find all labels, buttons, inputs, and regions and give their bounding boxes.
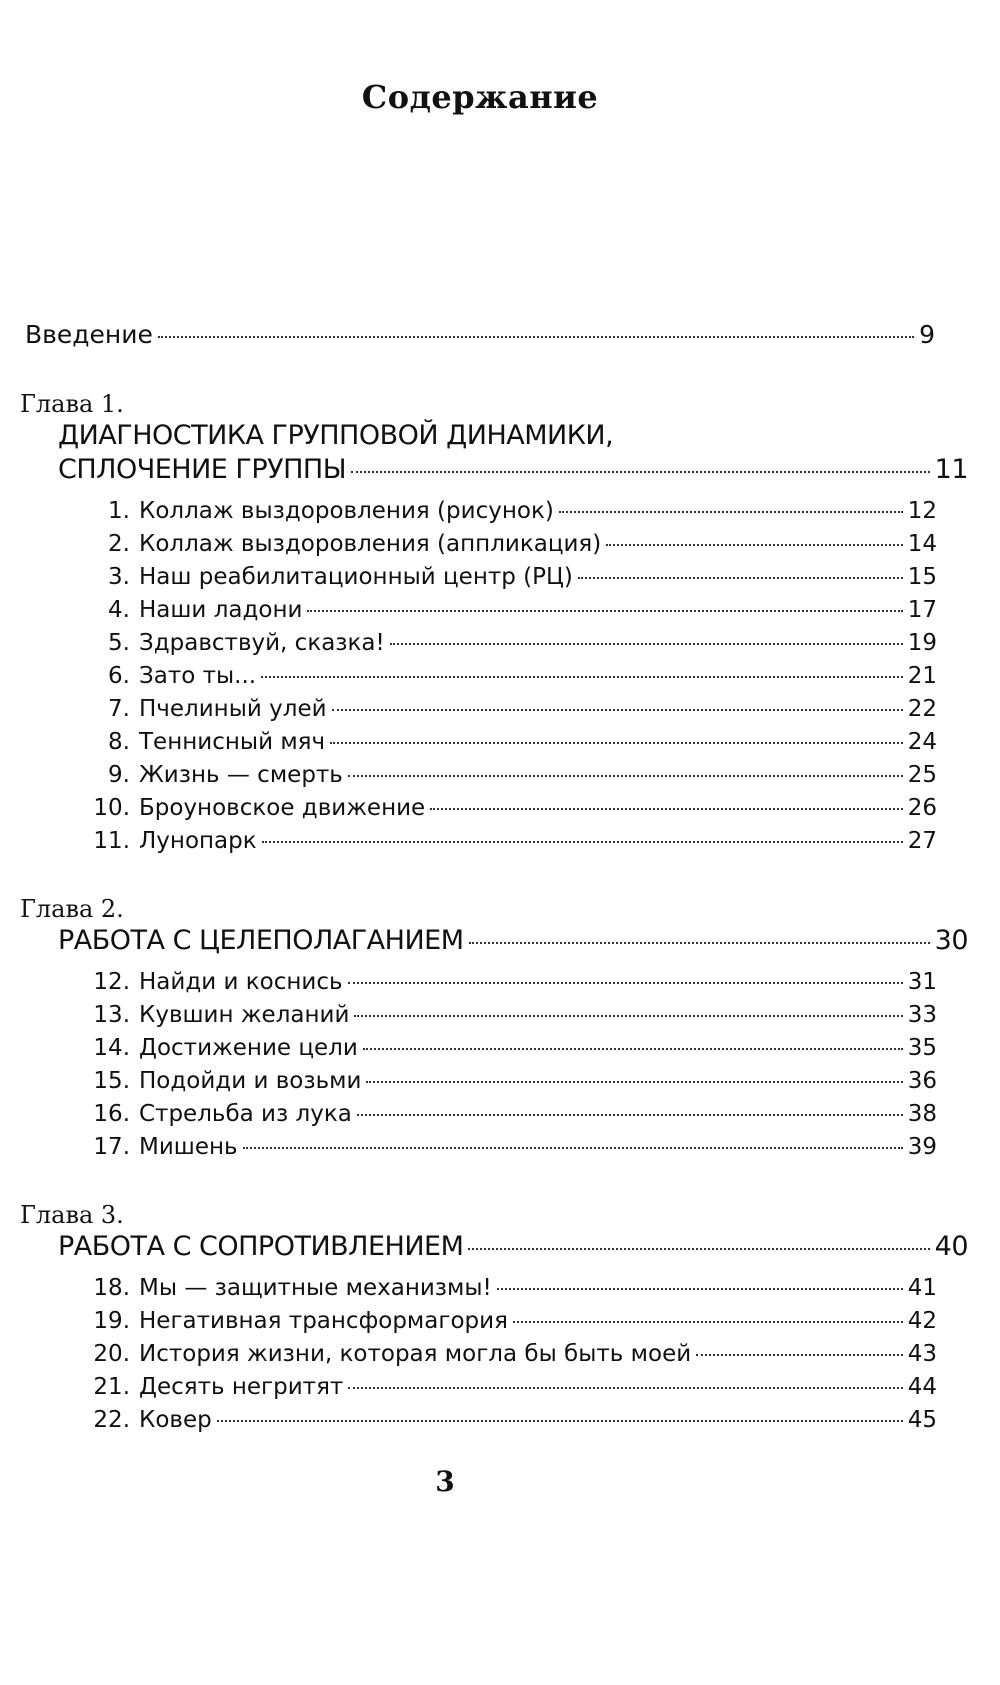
dot-leader xyxy=(696,1354,903,1356)
toc-item-text: Коллаж выздоровления (аппликация) xyxy=(139,531,602,557)
toc-item-text: Теннисный мяч xyxy=(139,729,326,755)
dot-leader xyxy=(497,1288,903,1290)
toc-item xyxy=(92,564,937,590)
toc-item xyxy=(92,1101,937,1127)
chapter-title-line: ДИАГНОСТИКА ГРУППОВОЙ ДИНАМИКИ, xyxy=(58,420,614,451)
toc-item-number: 4. xyxy=(108,597,130,623)
toc-page-number: 35 xyxy=(907,1035,937,1061)
toc-item-number: 2. xyxy=(108,531,130,557)
toc-item xyxy=(92,630,937,656)
toc-item-text: Здравствуй, сказка! xyxy=(139,630,385,656)
toc-item-number: 14. xyxy=(93,1035,130,1061)
chapter-label: Глава 2. xyxy=(20,895,124,923)
toc-item-number: 11. xyxy=(93,828,130,854)
toc-page-number: 14 xyxy=(907,531,937,557)
dot-leader xyxy=(243,1147,903,1149)
toc-page-number: 45 xyxy=(907,1407,937,1433)
toc-page-number: 26 xyxy=(907,795,937,821)
dot-leader xyxy=(351,471,930,473)
dot-leader xyxy=(578,577,903,579)
toc-item-number: 22. xyxy=(93,1407,130,1433)
toc-item-label xyxy=(92,729,325,755)
toc-entry-label: Введение xyxy=(25,320,153,349)
toc-item-text: Достижение цели xyxy=(139,1035,358,1061)
toc-item-label xyxy=(92,663,256,689)
toc-item xyxy=(92,762,937,788)
toc-item xyxy=(92,1002,937,1028)
toc-page-number: 22 xyxy=(907,696,937,722)
toc-item xyxy=(92,597,937,623)
toc-item-label xyxy=(92,498,554,524)
toc-item-label xyxy=(92,1308,508,1334)
toc-intro-row xyxy=(25,320,935,349)
dot-leader xyxy=(468,1248,929,1250)
toc-item-label xyxy=(92,969,343,995)
toc-item-text: Кувшин желаний xyxy=(139,1002,350,1028)
toc-item xyxy=(92,1275,937,1301)
toc-page-number: 17 xyxy=(907,597,937,623)
dot-leader xyxy=(330,742,903,744)
toc-item xyxy=(92,1068,937,1094)
toc-page-number: 36 xyxy=(907,1068,937,1094)
toc-item-text: Пчелиный улей xyxy=(139,696,327,722)
toc-item-text: История жизни, которая могла бы быть моей xyxy=(139,1341,692,1367)
dot-leader xyxy=(262,841,903,843)
toc-page-number: 43 xyxy=(907,1341,937,1367)
toc-item-text: Зато ты... xyxy=(139,663,257,689)
toc-page-number: 9 xyxy=(919,320,935,349)
page-title: Содержание xyxy=(361,78,599,116)
toc-item xyxy=(92,531,937,557)
toc-item-text: Ковер xyxy=(139,1407,212,1433)
chapter-title: СПЛОЧЕНИЕ ГРУППЫ xyxy=(58,454,347,485)
toc-item-label xyxy=(92,1275,492,1301)
toc-item-label xyxy=(92,1341,691,1367)
toc-item xyxy=(92,1035,937,1061)
toc-page-number: 31 xyxy=(907,969,937,995)
toc-page-number: 44 xyxy=(907,1374,937,1400)
toc-item-label xyxy=(92,1002,349,1028)
chapter-title-row xyxy=(58,1231,968,1262)
chapter-label: Глава 1. xyxy=(20,390,124,418)
toc-item-label xyxy=(92,828,257,854)
toc-item-text: Мы — защитные механизмы! xyxy=(139,1275,492,1301)
toc-item-number: 6. xyxy=(108,663,130,689)
toc-item xyxy=(92,663,937,689)
dot-leader xyxy=(469,942,930,944)
toc-item xyxy=(92,969,937,995)
toc-item-number: 19. xyxy=(93,1308,130,1334)
toc-item-number: 18. xyxy=(93,1275,130,1301)
toc-item xyxy=(92,696,937,722)
chapter-title-row xyxy=(58,925,968,956)
toc-page-number: 11 xyxy=(934,454,968,485)
chapter-title-row xyxy=(58,454,968,485)
dot-leader xyxy=(332,709,903,711)
toc-item xyxy=(92,1341,937,1367)
toc-item xyxy=(92,795,937,821)
toc-page-number: 19 xyxy=(907,630,937,656)
dot-leader xyxy=(158,336,914,338)
page-number: 3 xyxy=(435,1465,455,1498)
toc-item-text: Наши ладони xyxy=(139,597,303,623)
chapter-title: РАБОТА С ЦЕЛЕПОЛАГАНИЕМ xyxy=(58,925,464,956)
toc-page-number: 21 xyxy=(907,663,937,689)
toc-item-number: 10. xyxy=(93,795,130,821)
toc-item-number: 8. xyxy=(108,729,130,755)
toc-item-number: 16. xyxy=(93,1101,130,1127)
dot-leader xyxy=(430,808,903,810)
dot-leader xyxy=(354,1015,902,1017)
toc-item-number: 13. xyxy=(93,1002,130,1028)
dot-leader xyxy=(348,1387,902,1389)
dot-leader xyxy=(261,676,903,678)
toc-item xyxy=(92,729,937,755)
toc-page-number: 41 xyxy=(907,1275,937,1301)
toc-item-number: 12. xyxy=(93,969,130,995)
toc-item-number: 9. xyxy=(108,762,130,788)
toc-item-label xyxy=(92,795,425,821)
toc-page-number: 33 xyxy=(907,1002,937,1028)
toc-page-number: 40 xyxy=(934,1231,968,1262)
toc-item-label xyxy=(92,696,327,722)
toc-page-number: 12 xyxy=(907,498,937,524)
toc-item-text: Броуновское движение xyxy=(139,795,426,821)
toc-item-label xyxy=(92,1374,343,1400)
dot-leader xyxy=(606,544,902,546)
chapter-label: Глава 3. xyxy=(20,1201,124,1229)
toc-item-text: Найди и коснись xyxy=(139,969,343,995)
toc-item-label xyxy=(92,762,343,788)
dot-leader xyxy=(307,610,902,612)
toc-item-label xyxy=(92,1068,361,1094)
toc-item xyxy=(92,828,937,854)
toc-item-text: Мишень xyxy=(139,1134,238,1160)
toc-item-text: Жизнь — смерть xyxy=(139,762,343,788)
toc-item-text: Коллаж выздоровления (рисунок) xyxy=(139,498,554,524)
dot-leader xyxy=(513,1321,903,1323)
toc-page-number: 30 xyxy=(934,925,968,956)
toc-item-label xyxy=(92,597,302,623)
toc-item-number: 7. xyxy=(108,696,130,722)
toc-item-number: 17. xyxy=(93,1134,130,1160)
toc-page-number: 15 xyxy=(907,564,937,590)
toc-item-text: Десять негритят xyxy=(139,1374,344,1400)
dot-leader xyxy=(366,1081,902,1083)
toc-item-number: 3. xyxy=(108,564,130,590)
toc-item-text: Подойди и возьми xyxy=(139,1068,362,1094)
toc-page-number: 25 xyxy=(907,762,937,788)
dot-leader xyxy=(348,982,903,984)
toc-item-number: 1. xyxy=(108,498,130,524)
dot-leader xyxy=(390,643,903,645)
toc-item-text: Стрельба из лука xyxy=(139,1101,352,1127)
dot-leader xyxy=(217,1420,903,1422)
toc-item-text: Лунопарк xyxy=(139,828,257,854)
dot-leader xyxy=(559,511,903,513)
toc-item-label xyxy=(92,564,573,590)
dot-leader xyxy=(348,775,903,777)
toc-item-label xyxy=(92,1134,238,1160)
toc-item xyxy=(92,1134,937,1160)
toc-item-text: Негативная трансформагория xyxy=(139,1308,508,1334)
toc-item xyxy=(92,1308,937,1334)
toc-item-label xyxy=(92,1101,352,1127)
toc-page-number: 27 xyxy=(907,828,937,854)
toc-item xyxy=(92,1407,937,1433)
toc-item-number: 20. xyxy=(93,1341,130,1367)
toc-item-text: Наш реабилитационный центр (РЦ) xyxy=(139,564,573,590)
toc-item xyxy=(92,1374,937,1400)
toc-page-number: 38 xyxy=(907,1101,937,1127)
toc-item-number: 5. xyxy=(108,630,130,656)
toc-item-label xyxy=(92,1035,358,1061)
dot-leader xyxy=(357,1114,903,1116)
toc-item-label xyxy=(92,630,385,656)
chapter-title: РАБОТА С СОПРОТИВЛЕНИЕМ xyxy=(58,1231,464,1262)
toc-page-number: 39 xyxy=(907,1134,937,1160)
toc-item-label xyxy=(92,1407,212,1433)
toc-item-number: 15. xyxy=(93,1068,130,1094)
toc-page-number: 24 xyxy=(907,729,937,755)
toc-item xyxy=(92,498,937,524)
toc-item-number: 21. xyxy=(93,1374,130,1400)
dot-leader xyxy=(363,1048,903,1050)
toc-page-number: 42 xyxy=(907,1308,937,1334)
toc-item-label xyxy=(92,531,601,557)
